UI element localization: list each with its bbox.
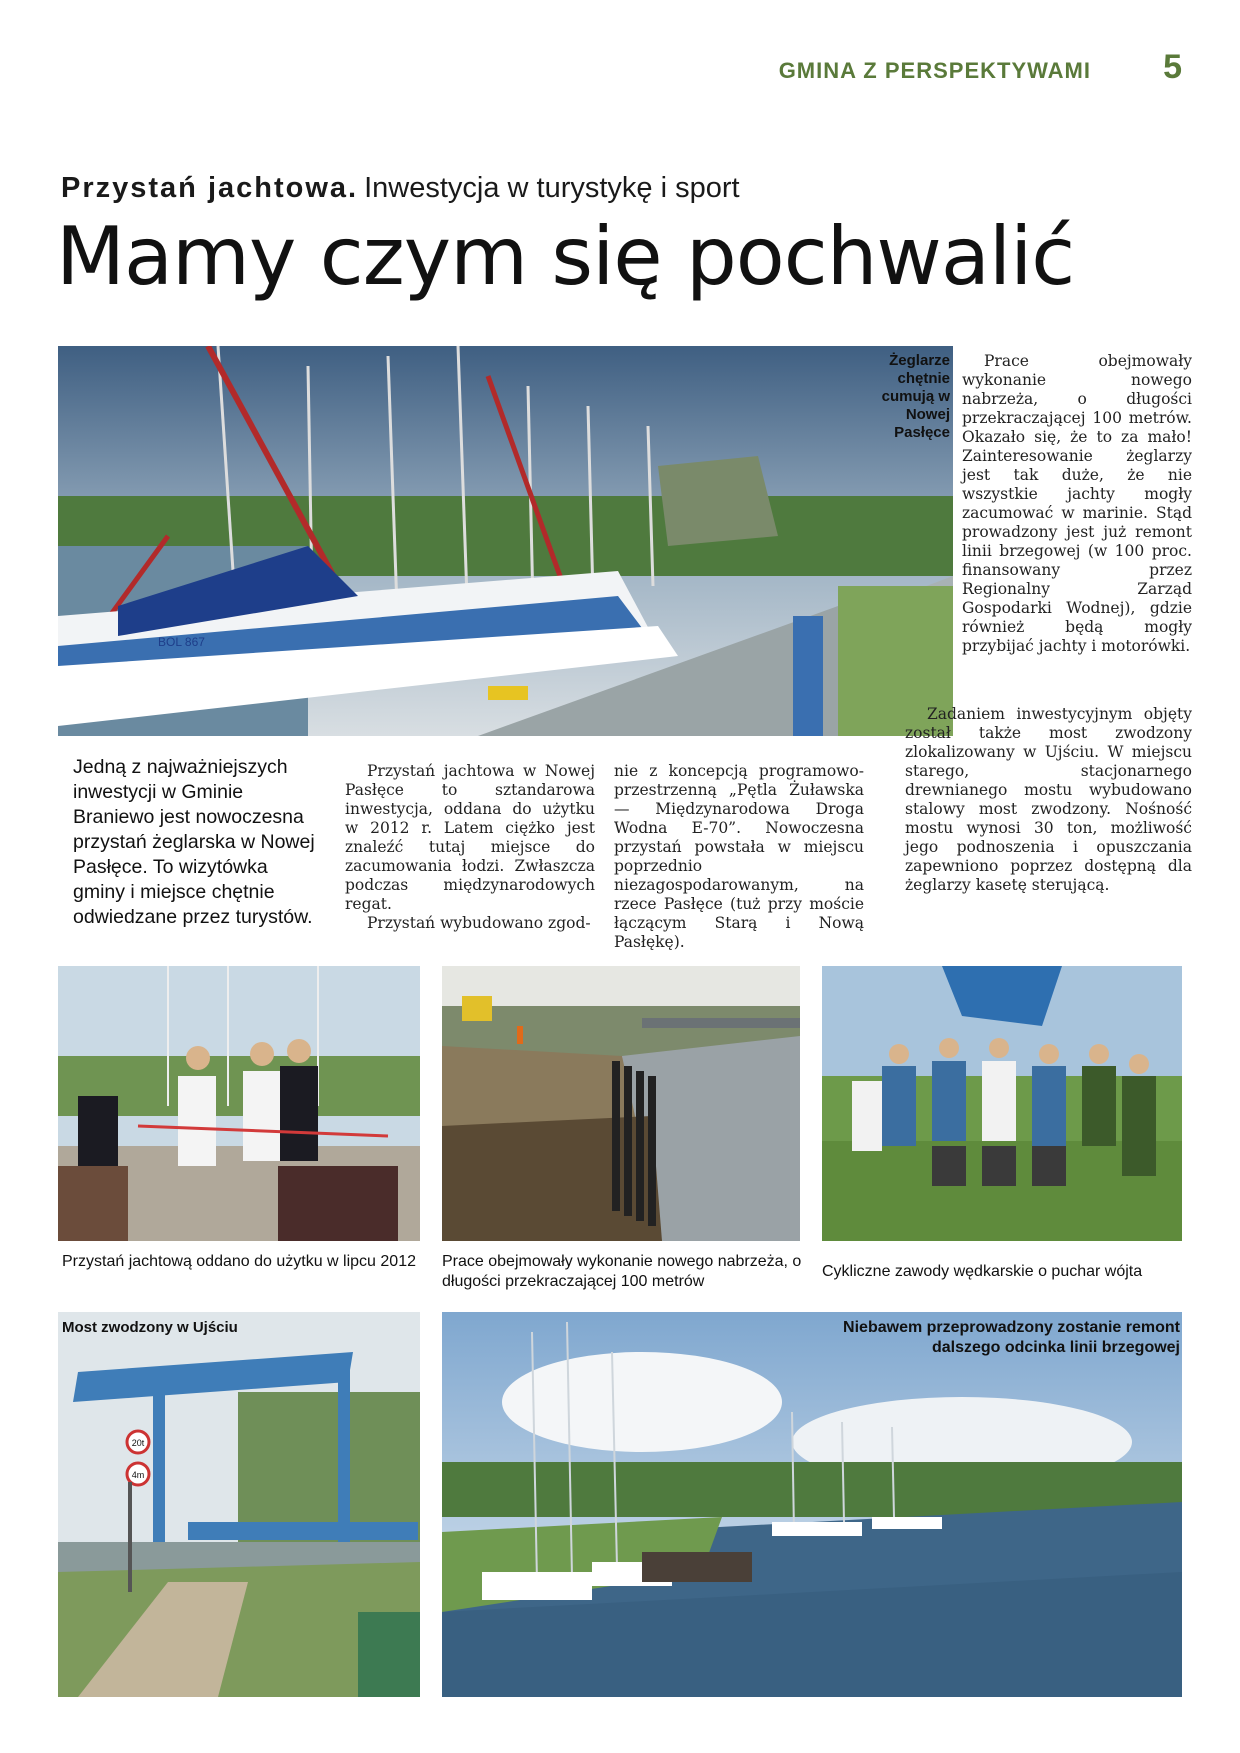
- kicker: [61, 172, 740, 205]
- article-column-3-continued: [905, 705, 1192, 895]
- page-number: 5: [1163, 48, 1182, 86]
- marina-photo-caption: Żeglarze chętnie cumują w Nowej Pasłęce: [881, 352, 950, 441]
- drawbridge-photo: [58, 1312, 420, 1697]
- shoreline-works-photo: [442, 966, 800, 1241]
- article-column-1: [345, 762, 595, 933]
- drawbridge-caption: Most zwodzony w Ujściu: [62, 1319, 238, 1336]
- kicker-bold: Przystań jachtowa.: [61, 172, 359, 204]
- paragraph: Przystań jachtowa w Nowej Pasłęce to sztandarowa inwestycja, oddana do użytku w 2012 r. Latem ciężko jest znaleźć tutaj miejsce do zacumowania łodzi. Zwłaszcza podczas międzynarodowych regat.: [345, 762, 595, 913]
- paragraph: Prace obejmowały wykonanie nowego nabrzeża, o długości przekraczającej 100 metrów. Okazało się, że to za mało! Zainteresowanie żeglarzy jest tak duże, że nie wszystkie jachty mogły zacumować w marinie. Stąd prowadzony jest już remont linii brzegowej (w 100 proc. finansowany przez Regionalny Zarząd Gospodarki Wodnej), gdzie również będą mogły przybijać jachty i motorówki.: [962, 352, 1192, 655]
- ceremony-photo: [58, 966, 420, 1241]
- paragraph: Przystań wybudowano zgod-: [367, 914, 591, 932]
- paragraph: Zadaniem inwestycyjnym objęty został także most zwodzony zlokalizowany w Ujściu. W miejscu starego, stacjonarnego drewnianego mostu wybudowano stalowy most zwodzony. Nośność mostu wynosi 30 ton, możliwość jego podnoszenia i opuszczania zapewniono poprzez dostępną dla żeglarzy kasetę sterującą.: [905, 705, 1192, 894]
- kicker-subtitle: Inwestycja w turystykę i sport: [364, 172, 740, 204]
- river-marina-caption: Niebawem przeprowadzony zostanie remont dalszego odcinka linii brzegowej: [843, 1319, 1180, 1356]
- article-column-3: [962, 352, 1192, 656]
- headline: Mamy czym się pochwalić: [56, 210, 1075, 303]
- marina-photo: [58, 346, 953, 736]
- boat-registration: BOL 867: [158, 635, 205, 649]
- section-title: GMINA Z PERSPEKTYWAMI: [778, 58, 1091, 83]
- weight-limit-sign: 20t: [131, 1438, 145, 1448]
- fishing-contest-photo: [822, 966, 1182, 1241]
- ceremony-caption: Przystań jachtową oddano do użytku w lipcu 2012: [62, 1253, 416, 1270]
- fishing-caption: Cykliczne zawody wędkarskie o puchar wójta: [822, 1263, 1143, 1280]
- width-limit-sign: 4m: [131, 1470, 145, 1480]
- shoreline-caption: Prace obejmowały wykonanie nowego nabrzeża, o długości przekraczającej 100 metrów: [442, 1253, 802, 1290]
- article-column-2: [614, 762, 864, 952]
- river-marina-photo: [442, 1312, 1182, 1697]
- article-lead: Jedną z najważniejszych inwestycji w Gminie Braniewo jest nowoczesna przystań żeglarska w Nowej Pasłęce. To wizytówka gminy i miejsce chętnie odwiedzane przez turystów.: [73, 756, 315, 928]
- paragraph: nie z koncepcją programowo-przestrzenną „Pętla Żuławska — Międzynarodowa Droga Wodna E-70”. Nowoczesna przystań powstała w miejscu poprzednio niezagospodarowanym, na rzece Pasłęce (tuż przy moście łączącym Starą i Nową Pasłękę).: [614, 762, 864, 951]
